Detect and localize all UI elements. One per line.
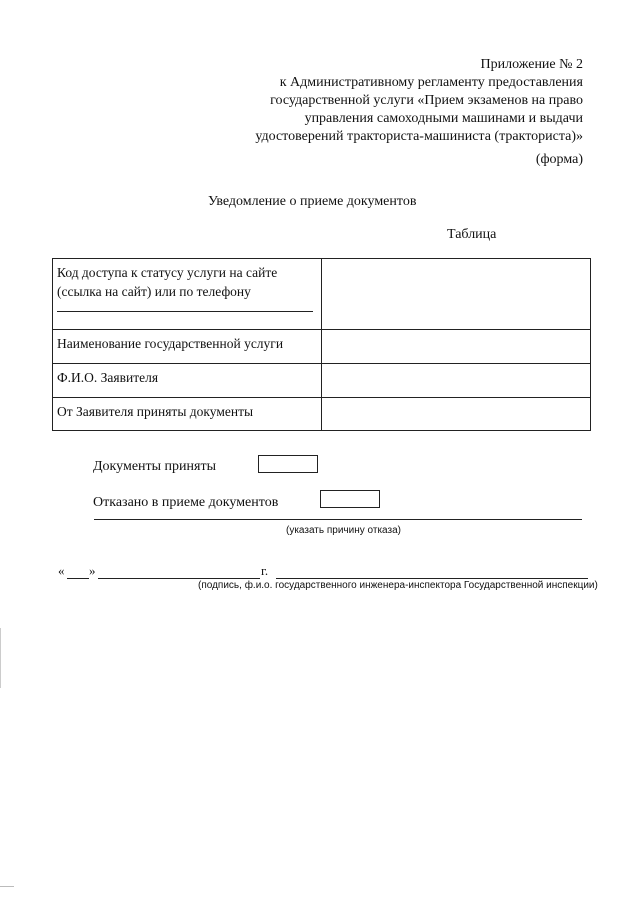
table-row: [53, 259, 591, 330]
accepted-label: Документы приняты: [93, 459, 216, 474]
access-code-underline: [57, 311, 313, 312]
accepted-checkbox[interactable]: [258, 455, 318, 473]
service-name-value-cell[interactable]: [321, 330, 590, 364]
signature-caption: (подпись, ф.и.о. государственного инженера-инспектора Государственной инспекции): [198, 580, 598, 591]
date-day-line[interactable]: [67, 578, 89, 579]
notice-title: Уведомление о приеме документов: [208, 194, 417, 209]
appendix-line: удостоверений тракториста-машиниста (тракториста)»: [255, 129, 583, 144]
scan-edge-mark: [0, 886, 14, 887]
documents-received-value-cell[interactable]: [321, 398, 590, 431]
table-label: Таблица: [447, 227, 497, 242]
appendix-line: государственной услуги «Прием экзаменов на право: [270, 93, 583, 108]
appendix-title: Приложение № 2: [480, 57, 583, 72]
table-row: [53, 398, 591, 431]
appendix-header: [255, 56, 583, 146]
date-month-year-line[interactable]: [98, 578, 260, 579]
appendix-line: управления самоходными машинами и выдачи: [304, 111, 583, 126]
service-name-label: Наименование государственной услуги: [53, 330, 322, 364]
table-cell-label: [53, 259, 322, 330]
applicant-name-value-cell[interactable]: [321, 364, 590, 398]
applicant-name-label: Ф.И.О. Заявителя: [53, 364, 322, 398]
table-row: [53, 330, 591, 364]
refused-option: [93, 495, 278, 511]
date-quote-close: »: [89, 563, 96, 578]
accepted-option: [93, 459, 216, 475]
documents-received-label: От Заявителя приняты документы: [53, 398, 322, 431]
refused-label: Отказано в приеме документов: [93, 495, 279, 510]
access-code-label: Код доступа к статусу услуги на сайте: [57, 265, 278, 280]
refusal-reason-caption: (указать причину отказа): [286, 525, 401, 536]
notice-table: [52, 258, 591, 431]
date-quote-open: «: [58, 563, 65, 578]
signature-line[interactable]: [276, 578, 588, 579]
form-label: (форма): [535, 152, 583, 167]
scan-edge-mark: [0, 628, 1, 688]
table-row: [53, 364, 591, 398]
appendix-line: к Административному регламенту предоставления: [279, 75, 583, 90]
refused-checkbox[interactable]: [320, 490, 380, 508]
access-code-value-cell[interactable]: [321, 259, 590, 330]
year-suffix: г.: [261, 563, 269, 578]
refusal-reason-line[interactable]: [94, 519, 582, 520]
access-code-label-line2: (ссылка на сайт) или по телефону: [57, 284, 251, 299]
